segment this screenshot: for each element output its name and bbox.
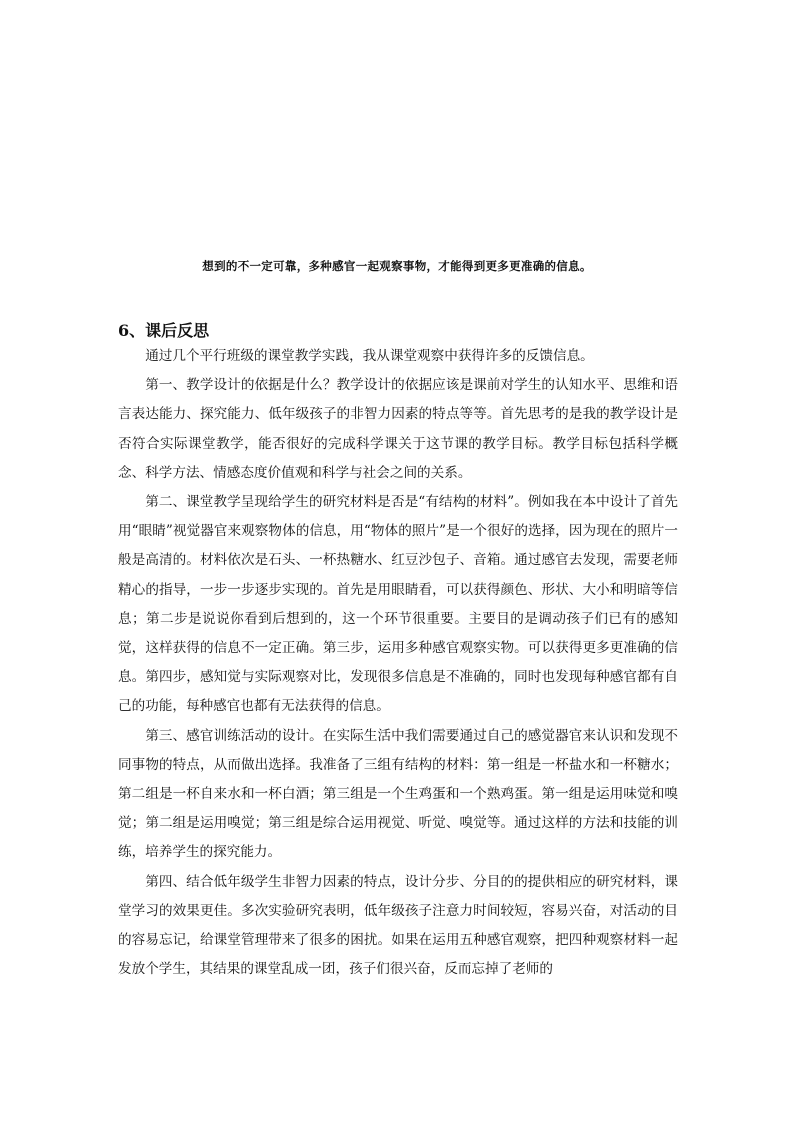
paragraph-intro: 通过几个平行班级的课堂教学实践，我从课堂观察中获得许多的反馈信息。: [145, 348, 594, 364]
paragraph-fourth: 第四、结合低年级学生非智力因素的特点，设计分步、分目的的提供相应的研究材料，课堂学习的效果更佳。多次实验研究表明，低年级孩子注意力时间较短，容易兴奋，对活动的目的容易忘记，给课堂管理带来了很多的困扰。如果在运用五种感官观察，把四种观察材料一起发放个学生，其结果的课堂乱成一团，孩子们很兴奋，反而忘掉了老师的: [118, 873, 678, 978]
body-text: [118, 342, 678, 984]
figure-caption: 想到的不一定可靠，多种感官一起观察事物，才能得到更多更准确的信息。: [202, 259, 592, 273]
paragraph-second: 第二、课堂教学呈现给学生的研究材料是否是“有结构的材料”。例如我在本中设计了首先用“眼睛”视觉器官来观察物体的信息，用“物体的照片”是一个很好的选择，因为现在的照片一般是高清的。材料依次是石头、一杯热糖水、红豆沙包子、音箱。通过感官去发现，需要老师精心的指导，一步一步逐步实现的。首先是用眼睛看，可以获得颜色、形状、大小和明暗等信息；第二步是说说你看到后想到的，这一个环节很重要。主要目的是调动孩子们已有的感知觉，这样获得的信息不一定正确。第三步，运用多种感官观察实物。可以获得更多更准确的信息。第四步，感知觉与实际观察对比，发现很多信息是不准确的，同时也发现每种感官都有自己的功能，每种感官也都有无法获得的信息。: [118, 494, 678, 715]
paragraph-first: 第一、教学设计的依据是什么？教学设计的依据应该是课前对学生的认知水平、思维和语言表达能力、探究能力、低年级孩子的非智力因素的特点等等。首先思考的是我的教学设计是否符合实际课堂教学，能否很好的完成科学课关于这节课的教学目标。教学目标包括科学概念、科学方法、情感态度价值观和科学与社会之间的关系。: [118, 377, 678, 481]
section-heading: 6、课后反思: [118, 321, 210, 340]
paragraph-third: 第三、感官训练活动的设计。在实际生活中我们需要通过自己的感觉器官来认识和发现不同事物的特点，从而做出选择。我准备了三组有结构的材料：第一组是一杯盐水和一杯糖水；第二组是一杯自来水和一杯白酒；第三组是一个生鸡蛋和一个熟鸡蛋。第一组是运用味觉和嗅觉；第二组是运用嗅觉；第三组是综合运用视觉、听觉、嗅觉等。通过这样的方法和技能的训练，培养学生的探究能力。: [118, 727, 678, 861]
